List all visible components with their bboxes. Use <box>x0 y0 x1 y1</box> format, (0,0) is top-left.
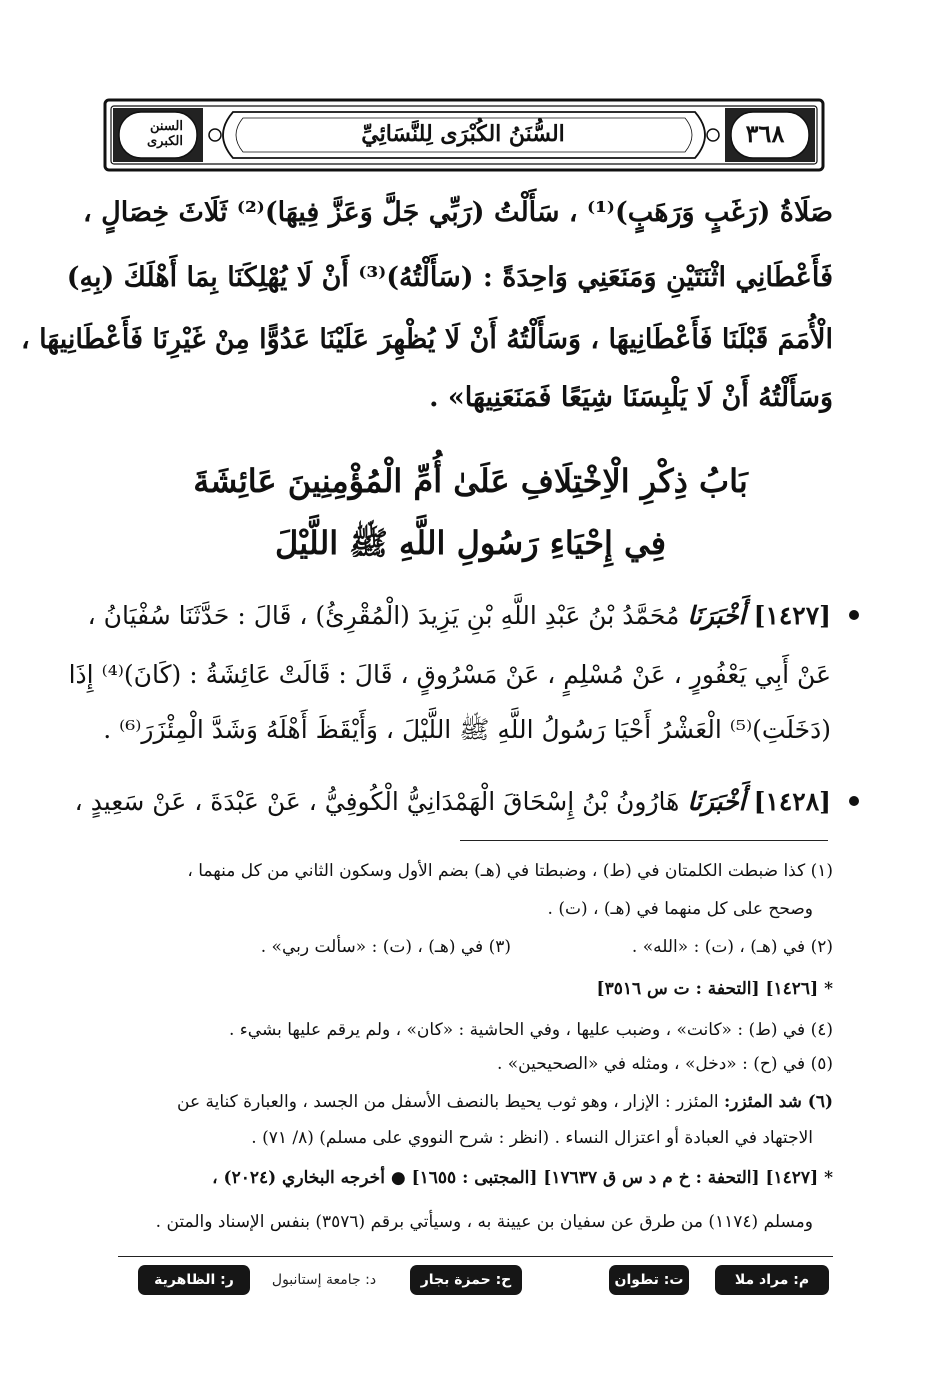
footnote: (١) كذا ضبطت الكلمتان في (ط) ، وضبطتا في (هـ) بضم الأول وسكون الثاني من كل منهما ، <box>187 861 833 881</box>
page-header <box>103 98 825 172</box>
manuscript-key: ح: حمزة بجار الله <box>410 1265 522 1295</box>
hadith-lead: أَخْبَرَنَا <box>687 787 746 816</box>
chapter-heading: بَابُ ذِكْرِ الْاِخْتِلَافِ عَلَىٰ أُمِّ الْمُؤْمِنِينَ عَائِشَةَ <box>193 462 748 500</box>
hadith-text: عَنْ أَبِي يَعْفُورٍ ، عَنْ مُسْلِمٍ ، عَنْ مَسْرُوقٍ ، قَالَ : قَالَتْ عَائِشَةُ : (كَانَ)⁽⁴⁾ إِذَا <box>68 660 831 689</box>
hadith-number: [١٤٢٧] <box>753 601 831 630</box>
bullet-icon <box>849 610 859 620</box>
footnote-text: المئزر : الإزار ، وهو ثوب يحيط بالنصف الأسفل من الجسد ، والعبارة كناية عن <box>177 1092 719 1112</box>
asterisk-icon: * <box>824 979 833 999</box>
hadith-text: هَارُونُ بْنُ إِسْحَاقَ الْهَمْدَانِيُّ الْكُوفِيُّ ، عَنْ عَبْدَةَ ، عَنْ سَعِيدٍ ، <box>74 787 680 816</box>
chapter-heading-line2: فِي إِحْيَاءِ رَسُولِ اللَّهِ ﷺ اللَّيْلَ <box>274 524 666 562</box>
hadith-line <box>87 596 831 636</box>
footnote <box>110 1088 833 1116</box>
footnote: وصحح على كل منهما في (هـ) ، (ت) . <box>547 899 813 919</box>
text-line: الْأُمَمَ قَبْلَنَا فَأَعْطَانِيهَا ، وَسَأَلْتُهُ أَنْ لَا يُظْهِرَ عَلَيْنَا عَدُوًّا مِنْ غَيْرِنَا فَأَعْطَانِيهَا ، <box>20 324 833 355</box>
footnote-term: (٦) شد المئزر: <box>724 1092 833 1112</box>
footnote: ومسلم (١١٧٤) من طرق عن سفيان بن عيينة به ، وسيأتي برقم (٣٥٧٦) بنفس الإسناد والمتن . <box>155 1212 813 1232</box>
footnote: (٥) في (ح) : «دخل» ، ومثله في «الصحيحين» . <box>496 1054 833 1074</box>
running-title: السُّنَنُ الكُبْرَى لِلنَّسَائِيِّ <box>361 121 565 147</box>
hadith-text: (دَخَلَتِ)⁽⁵⁾ الْعَشْرُ أَحْيَا رَسُولُ اللَّهِ ﷺ اللَّيْلَ ، وَأَيْقَظَ أَهْلَهُ وَشَدَّ الْمِئْزَرَ⁽⁶⁾ . <box>103 715 831 744</box>
tuhfa-reference <box>110 975 833 1003</box>
hadith-lead: أَخْبَرَنَا <box>687 601 746 630</box>
bottom-rule <box>118 1256 833 1257</box>
manuscript-key: د: جامعة إستانبول <box>271 1272 377 1288</box>
hadith-number: [١٤٢٨] <box>753 787 831 816</box>
footnote: (٤) في (ط) : «كانت» ، وضبب عليها ، وفي الحاشية : «كان» ، ولم يرقم عليها بشيء . <box>228 1020 833 1040</box>
manuscript-key: ت: تطوان <box>609 1265 689 1295</box>
tuhfa-reference <box>110 1164 833 1192</box>
page-number: ٣٦٨ <box>745 119 785 148</box>
bullet-icon <box>849 796 859 806</box>
book-logo: السنن الكبرى <box>146 119 183 149</box>
footnote-separator <box>460 840 828 841</box>
text-line: صَلَاةُ (رَغَبٍ وَرَهَبٍ)⁽¹⁾ ، سَأَلْتُ (رَبِّي جَلَّ وَعَزَّ فِيهَا)⁽²⁾ ثَلَاثَ خِصَالٍ ، <box>83 197 833 228</box>
hadith-line <box>68 655 831 695</box>
text-line: فَأَعْطَانِي اثْنَتَيْنِ وَمَنَعَنِي وَاحِدَةً : (سَأَلْتُهُ)⁽³⁾ أَنْ لَا يُهْلِكَنَا بِمَا أَهْلَكَ (بِهِ) <box>66 262 833 293</box>
tuhfa-text: [١٤٢٦] [التحفة : ت س ٣٥١٦] <box>596 979 819 999</box>
footnote: الاجتهاد في العبادة أو اعتزال النساء . (انظر : شرح النووي على مسلم) (٨/ ٧١) . <box>251 1128 813 1148</box>
tuhfa-text: [١٤٢٧] [التحفة : خ م د س ق ١٧٦٣٧] [المجتبى : ١٦٥٥] ● أخرجه البخاري (٢٠٢٤) ، <box>212 1168 819 1188</box>
footnote: (٣) في (هـ) ، (ت) : «سألت ربي» . <box>260 937 511 957</box>
text-line: وَسَأَلْتُهُ أَنْ لَا يَلْبِسَنَا شِيَعًا فَمَنَعَنِيهَا» . <box>429 382 833 413</box>
hadith-text: مُحَمَّدُ بْنُ عَبْدِ اللَّهِ بْنِ يَزِيدَ (الْمُقْرِئُ) ، قَالَ : حَدَّثَنَا سُفْيَانُ ، <box>87 601 680 630</box>
hadith-line <box>74 782 831 822</box>
manuscript-key: ر: الظاهرية <box>138 1265 250 1295</box>
hadith-line <box>103 710 831 750</box>
manuscript-key: م: مراد ملا <box>715 1265 829 1295</box>
footnote: (٢) في (هـ) ، (ت) : «الله» . <box>631 937 833 957</box>
asterisk-icon: * <box>824 1168 833 1188</box>
